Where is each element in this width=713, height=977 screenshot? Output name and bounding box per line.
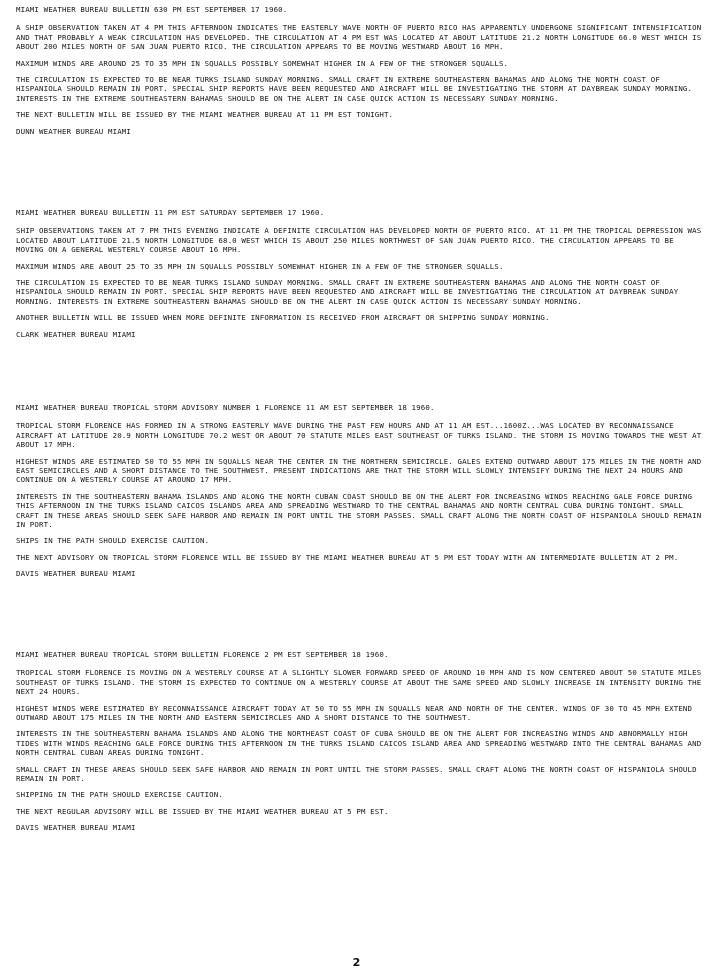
bulletin-paragraph: SHIP OBSERVATIONS TAKEN AT 7 PM THIS EVENING INDICATE A DEFINITE CIRCULATION HAS DEVELOPED NORTH OF PUERTO RICO. AT 11 PM THE TROPICAL DEPRESSION WAS LOCATED ABOUT LATITUDE 21.5 NORTH LONGITUDE 68.0 WEST WHICH IS ABOUT 250 MILES NORTHWEST OF SAN JUAN PUERTO RICO. THE CIRCULATION APPEARS TO BE MOVING ON A GENERAL WESTERLY COURSE ABOUT 16 MPH.: [16, 226, 702, 255]
bulletin-paragraph: INTERESTS IN THE SOUTHEASTERN BAHAMA ISLANDS AND ALONG THE NORTH CUBAN COAST SHOULD BE ON THE ALERT FOR INCREASING WINDS REACHING GALE FORCE DURING THIS AFTERNOON IN THE TURKS ISLAND CAICOS ISLANDS AREA AND SPREADING WESTWARD TO THE CENTRAL BAHAMAS AND NORTH CENTRAL CUBA DURING TONIGHT. SMALL CRAFT IN THESE AREAS SHOULD SEEK SAFE HARBOR AND REMAIN IN PORT UNTIL THE STORM PASSES. SMALL CRAFT ALONG THE NORTH COAST OF HISPANIOLA SHOULD REMAIN IN PORT.: [16, 491, 702, 530]
bulletin-11pm-sep17: [16, 208, 704, 339]
bulletin-signature: DUNN WEATHER BUREAU MIAMI: [16, 126, 131, 136]
bulletin-paragraph: INTERESTS IN THE SOUTHEASTERN BAHAMA ISLANDS AND ALONG THE NORTHEAST COAST OF CUBA SHOULD BE ON THE ALERT FOR INCREASING WINDS AND ABNORMALLY HIGH TIDES WITH WINDS REACHING GALE FORCE DURING THIS AFTERNOON IN THE TURKS ISLAND CAICOS ISLAND AREA AND SPREADING WESTWARD INTO THE CENTRAL BAHAMAS AND NORTH CENTRAL CUBAN AREAS DURING TONIGHT.: [16, 729, 702, 758]
bulletin-heading: MIAMI WEATHER BUREAU BULLETIN 11 PM EST SATURDAY SEPTEMBER 17 1960.: [16, 208, 325, 217]
bulletin-paragraph: TROPICAL STORM FLORENCE HAS FORMED IN A STRONG EASTERLY WAVE DURING THE PAST FEW HOURS AND AT 11 AM EST...1600Z...WAS LOCATED BY RECONNAISSANCE AIRCRAFT AT LATITUDE 20.9 NORTH LONGITUDE 70.2 WEST OR ABOUT 70 STATUTE MILES EAST SOUTHEAST OF TURKS ISLAND. THE STORM IS MOVING TOWARDS THE WEST AT ABOUT 17 MPH.: [16, 421, 702, 450]
bulletin-paragraph: A SHIP OBSERVATION TAKEN AT 4 PM THIS AFTERNOON INDICATES THE EASTERLY WAVE NORTH OF PUERTO RICO HAS APPARENTLY UNDERGONE SIGNIFICANT INTENSIFICATION AND THAT PROBABLY A WEAK CIRCULATION HAS DEVELOPED. THE CIRCULATION AT 4 PM EST WAS LOCATED AT ABOUT LATITUDE 21.2 NORTH LONGITUDE 66.0 WEST WHICH IS ABOUT 200 MILES NORTH OF SAN JUAN PUERTO RICO. THE CIRCULATION APPEARS TO BE MOVING WESTWARD ABOUT 16 MPH.: [16, 23, 702, 52]
bulletin-paragraph: THE CIRCULATION IS EXPECTED TO BE NEAR TURKS ISLAND SUNDAY MORNING. SMALL CRAFT IN EXTREME SOUTHEASTERN BAHAMAS AND ALONG THE NORTH COAST OF HISPANIOLA SHOULD REMAIN IN PORT. SPECIAL SHIP REPORTS HAVE BEEN REQUESTED AND AIRCRAFT WILL BE INVESTIGATING THE STORM AT DAYBREAK SUNDAY MORNING. INTERESTS IN THE EXTREME SOUTHEASTERN BAHAMAS SHOULD BE ON THE ALERT IN CASE QUICK ACTION IS NECESSARY SUNDAY MORNING.: [16, 75, 693, 103]
bulletin-signature: CLARK WEATHER BUREAU MIAMI: [16, 329, 136, 339]
bulletin-paragraph: TROPICAL STORM FLORENCE IS MOVING ON A WESTERLY COURSE AT A SLIGHTLY SLOWER FORWARD SPEED OF AROUND 10 MPH AND IS NOW CENTERED ABOUT 50 STATUTE MILES SOUTHEAST OF TURKS ISLAND. THE STORM IS EXPECTED TO CONTINUE ON A WESTERLY COURSE AT ABOUT THE SAME SPEED AND SLOWLY INCREASE IN INTENSITY DURING THE NEXT 24 HOURS.: [16, 668, 702, 697]
bulletin-signature: DAVIS WEATHER BUREAU MIAMI: [16, 569, 136, 579]
bulletin-signature: DAVIS WEATHER BUREAU MIAMI: [16, 823, 136, 833]
bulletin-paragraph: THE NEXT REGULAR ADVISORY WILL BE ISSUED BY THE MIAMI WEATHER BUREAU AT 5 PM EST.: [16, 806, 389, 816]
bulletin-paragraph: HIGHEST WINDS ARE ESTIMATED 50 TO 55 MPH IN SQUALLS NEAR THE CENTER IN THE NORTHERN SEMICIRCLE. GALES EXTEND OUTWARD ABOUT 175 MILES IN THE NORTH AND EAST SEMICIRCLES AND A SHORT DISTANCE TO THE SOUTHWEST. PRESENT INDICATIONS ARE THAT THE STORM WILL SLOWLY INTENSIFY DURING THE NEXT 24 HOURS AND CONTINUE ON A WESTERLY COURSE AT AROUND 17 MPH.: [16, 456, 702, 485]
bulletin-heading: MIAMI WEATHER BUREAU TROPICAL STORM ADVISORY NUMBER 1 FLORENCE 11 AM EST SEPTEMBER 18 1960.: [16, 403, 435, 412]
bulletin-heading: MIAMI WEATHER BUREAU BULLETIN 630 PM EST SEPTEMBER 17 1960.: [16, 5, 288, 14]
bulletin-paragraph: ANOTHER BULLETIN WILL BE ISSUED WHEN MORE DEFINITE INFORMATION IS RECEIVED FROM AIRCRAFT OR SHIPPING SUNDAY MORNING.: [16, 313, 550, 323]
bulletin-paragraph: SMALL CRAFT IN THESE AREAS SHOULD SEEK SAFE HARBOR AND REMAIN IN PORT UNTIL THE STORM PASSES. SMALL CRAFT ALONG THE NORTH COAST OF HISPANIOLA SHOULD REMAIN IN PORT.: [16, 764, 697, 784]
bulletin-paragraph: THE NEXT ADVISORY ON TROPICAL STORM FLORENCE WILL BE ISSUED BY THE MIAMI WEATHER BUREAU AT 5 PM EST TODAY WITH AN INTERMEDIATE BULLETIN AT 2 PM.: [16, 552, 679, 562]
bulletin-paragraph: THE CIRCULATION IS EXPECTED TO BE NEAR TURKS ISLAND SUNDAY MORNING. SMALL CRAFT IN EXTREME SOUTHEASTERN BAHAMAS AND ALONG THE NORTH COAST OF HISPANIOLA SHOULD REMAIN IN PORT. SPECIAL SHIP REPORTS HAVE BEEN REQUESTED AND AIRCRAFT WILL BE INVESTIGATING THE CIRCULATION AT DAYBREAK SUNDAY MORNING. INTERESTS IN EXTREME SOUTHEASTERN BAHAMAS SHOULD BE ON THE ALERT IN CASE QUICK ACTION IS NECESSARY SUNDAY MORNING.: [16, 278, 679, 306]
bulletin-florence-2pm-sep18: [16, 650, 704, 833]
bulletin-paragraph: SHIPS IN THE PATH SHOULD EXERCISE CAUTION.: [16, 536, 210, 546]
bulletin-paragraph: HIGHEST WINDS WERE ESTIMATED BY RECONNAISSANCE AIRCRAFT TODAY AT 50 TO 55 MPH IN SQUALLS NEAR AND NORTH OF THE CENTER. WINDS OF 30 TO 45 MPH EXTEND OUTWARD ABOUT 175 MILES IN THE NORTH AND EASTERN SEMICIRCLES AND A SHORT DISTANCE TO THE SOUTHWEST.: [16, 703, 693, 723]
bulletin-630pm-sep17: [16, 5, 704, 136]
advisory-1-florence-sep18: [16, 403, 704, 579]
bulletin-paragraph: MAXIMUM WINDS ARE ABOUT 25 TO 35 MPH IN SQUALLS POSSIBLY SOMEWHAT HIGHER IN A FEW OF THE STRONGER SQUALLS.: [16, 261, 504, 271]
bulletin-heading: MIAMI WEATHER BUREAU TROPICAL STORM BULLETIN FLORENCE 2 PM EST SEPTEMBER 18 1960.: [16, 650, 389, 659]
page-number: 2: [352, 956, 361, 969]
bulletin-paragraph: THE NEXT BULLETIN WILL BE ISSUED BY THE MIAMI WEATHER BUREAU AT 11 PM EST TONIGHT.: [16, 110, 394, 120]
bulletin-paragraph: MAXIMUM WINDS ARE AROUND 25 TO 35 MPH IN SQUALLS POSSIBLY SOMEWHAT HIGHER IN A FEW OF THE STRONGER SQUALLS.: [16, 58, 509, 68]
bulletin-paragraph: SHIPPING IN THE PATH SHOULD EXERCISE CAUTION.: [16, 790, 223, 800]
